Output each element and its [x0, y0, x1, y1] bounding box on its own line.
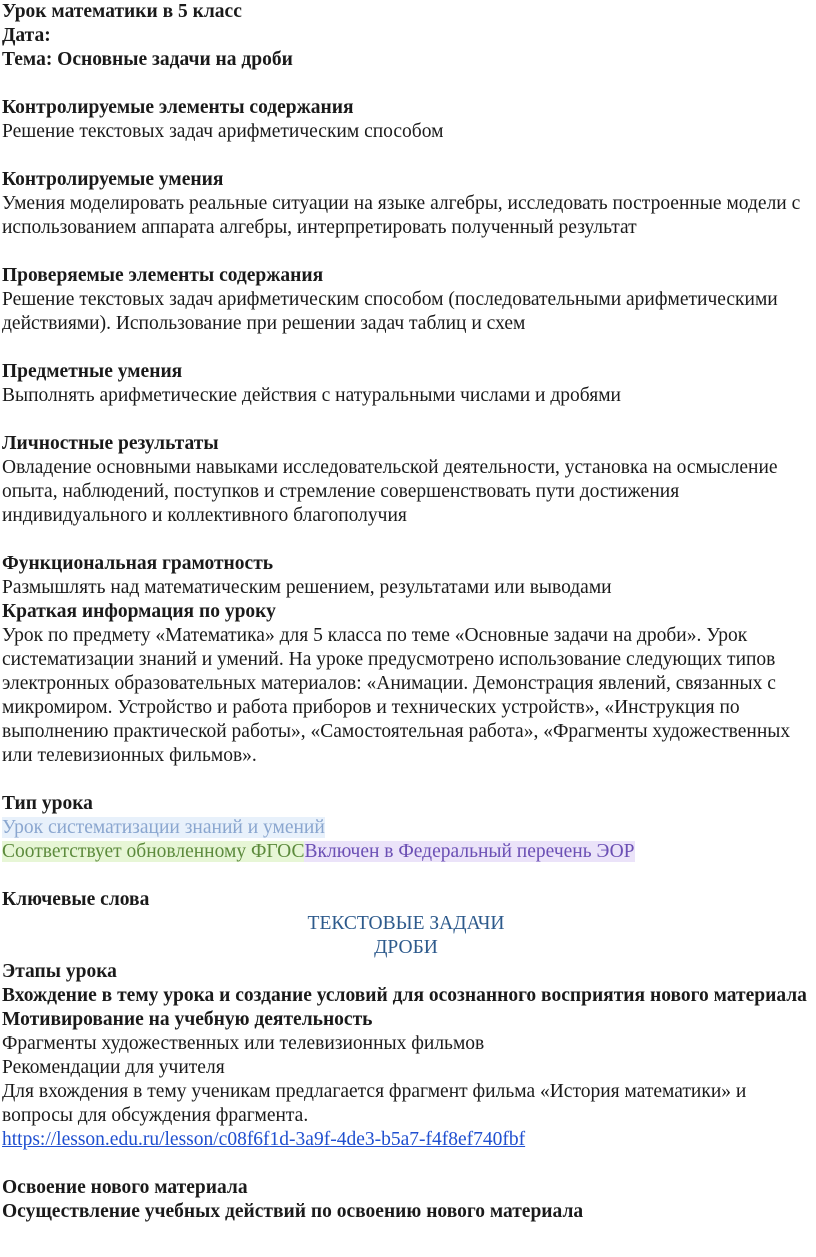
stage-fragments: Фрагменты художественных или телевизионных фильмов — [2, 1033, 485, 1054]
subject-skills-text: Выполнять арифметические действия с натуральными числами и дробями — [2, 385, 621, 406]
stages-title: Этапы урока — [2, 961, 117, 982]
stage-entry: Вхождение в тему урока и создание условий для осознанного восприятия нового материала — [2, 985, 807, 1006]
eor-badge: Включен в Федеральный перечень ЭОР — [304, 841, 635, 862]
topic-line: Тема: Основные задачи на дроби — [2, 49, 293, 70]
keyword-item: ТЕКСТОВЫЕ ЗАДАЧИ — [307, 913, 505, 934]
controlled-skills-text: Умения моделировать реальные ситуации на языке алгебры, исследовать построенные модели с использованием аппарата алгебры, интерпретировать полученный результат — [2, 193, 801, 238]
date-line: Дата: — [2, 25, 51, 46]
lesson-heading: Урок математики в 5 класс — [2, 1, 242, 22]
checked-elements-title: Проверяемые элементы содержания — [2, 265, 324, 286]
new-material-subtitle: Осуществление учебных действий по освоению нового материала — [2, 1201, 584, 1222]
stage-description: Для вхождения в тему ученикам предлагается фрагмент фильма «История математики» и вопросы для обсуждения фрагмента. — [2, 1081, 747, 1126]
fgos-badge: Соответствует обновленному ФГОС — [2, 841, 305, 862]
lesson-type-title: Тип урока — [2, 793, 93, 814]
controlled-elements-text: Решение текстовых задач арифметическим способом — [2, 121, 444, 142]
checked-elements-text: Решение текстовых задач арифметическим способом (последовательными арифметическими действиями). Использование при решении задач таблиц и схем — [2, 289, 778, 334]
functional-literacy-title: Функциональная грамотность — [2, 553, 274, 574]
subject-skills-title: Предметные умения — [2, 361, 183, 382]
lesson-standards-line — [2, 840, 810, 864]
brief-info-title: Краткая информация по уроку — [2, 601, 276, 622]
lesson-type-line — [2, 816, 810, 840]
keywords-title: Ключевые слова — [2, 889, 150, 910]
new-material-title: Освоение нового материала — [2, 1177, 248, 1198]
controlled-skills-title: Контролируемые умения — [2, 169, 224, 190]
personal-results-text: Овладение основными навыками исследовательской деятельности, установка на осмысление опыта, наблюдений, поступков и стремление совершенствовать пути достижения индивидуального и коллективного благополучия — [2, 457, 778, 526]
lesson-type-badge: Урок систематизации знаний и умений — [2, 817, 325, 838]
stage-recommendations: Рекомендации для учителя — [2, 1057, 225, 1078]
lesson-link[interactable]: https://lesson.edu.ru/lesson/c08f6f1d-3a9f-4de3-b5a7-f4f8ef740fbf — [2, 1129, 526, 1150]
brief-info-text: Урок по предмету «Математика» для 5 класса по теме «Основные задачи на дроби». Урок систематизации знаний и умений. На уроке предусмотрено использование следующих типов электронных образовательных материалов: «Анимации. Демонстрация явлений, связанных с микромиром. Устройство и работа приборов и технических устройств», «Инструкция по выполнению практической работы», «Самостоятельная работа», «Фрагменты художественных или телевизионных фильмов». — [2, 625, 791, 766]
personal-results-title: Личностные результаты — [2, 433, 219, 454]
keyword-item: ДРОБИ — [374, 937, 438, 958]
controlled-elements-title: Контролируемые элементы содержания — [2, 97, 354, 118]
functional-literacy-text: Размышлять над математическим решением, результатами или выводами — [2, 577, 612, 598]
stage-motivation: Мотивирование на учебную деятельность — [2, 1009, 373, 1030]
